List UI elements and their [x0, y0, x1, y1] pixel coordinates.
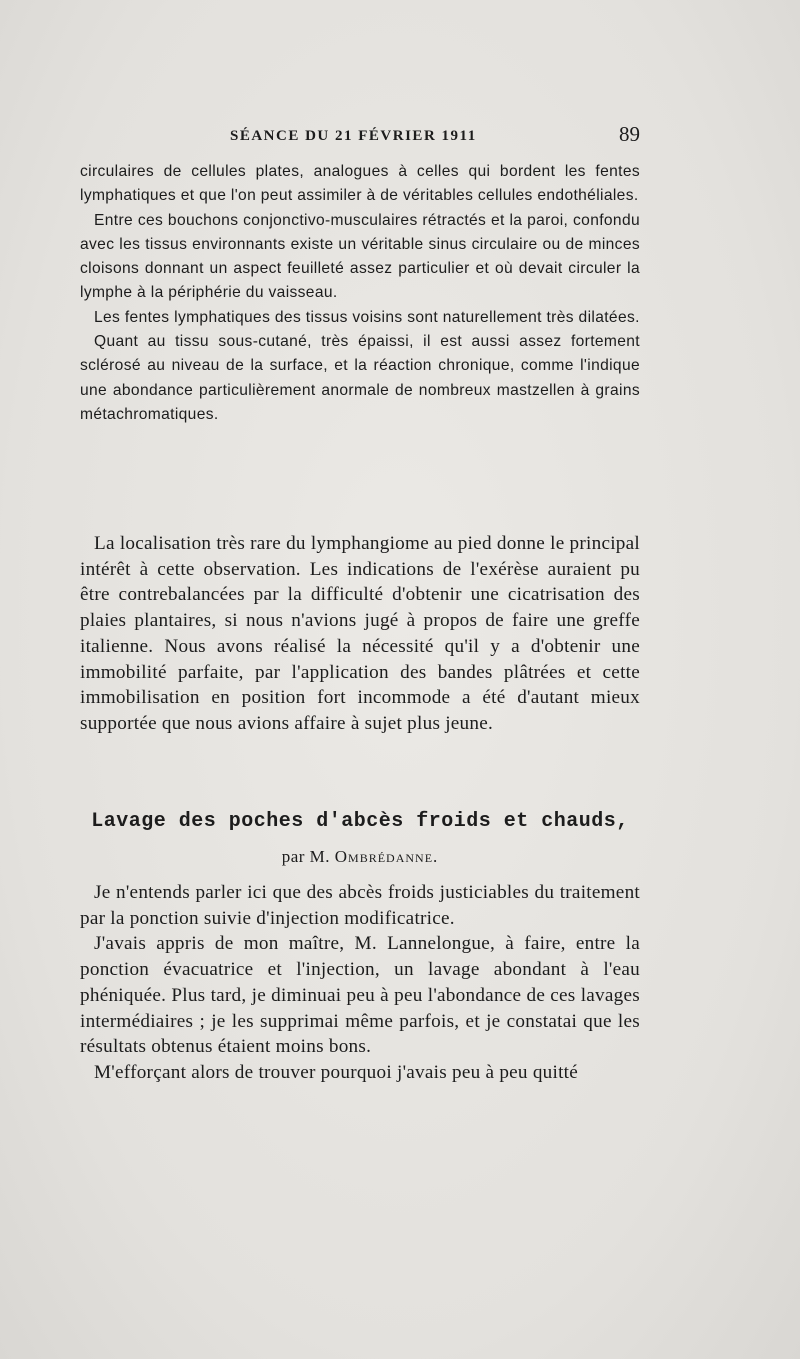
paragraph: Quant au tissu sous-cutané, très épaissi, il est aussi assez fortement sclérosé au niveau de la surface, et la réaction chronique, comme l'indique une abondance particulièrement anormale de nombreux mastzellen à grains métachromatiques.	[80, 333, 640, 423]
paragraph: Entre ces bouchons conjonctivo-musculaires rétractés et la paroi, confondu avec les tissus environnants existe un véritable sinus circulaire ou de minces cloisons donnant un aspect feuilleté assez particulier et où devait circuler la lymphe à la périphérie du vaisseau.	[80, 211, 640, 302]
paragraph: M'efforçant alors de trouver pourquoi j'avais peu à peu quitté	[94, 1061, 579, 1083]
paragraph: Les fentes lymphatiques des tissus voisins sont naturellement très dilatées.	[94, 308, 640, 326]
author-name: Ombrédanne.	[334, 847, 439, 866]
header-title: SÉANCE DU 21 FÉVRIER 1911	[230, 128, 477, 144]
paragraph: Je n'entends parler ici que des abcès froids justiciables du traitement par la ponction suivie d'injection modificatrice.	[80, 882, 640, 929]
section-text	[80, 880, 640, 1086]
page-number: 89	[619, 122, 640, 146]
conclusion-text	[80, 531, 640, 737]
running-head	[80, 122, 640, 152]
observation-text	[80, 160, 640, 427]
section-title: Lavage des poches d'abcès froids et chauds,	[91, 810, 629, 833]
author-line	[80, 847, 640, 867]
author-prefix: par M.	[281, 847, 331, 866]
paragraph: La localisation très rare du lymphangiome au pied donne le principal intérêt à cette observation. Les indications de l'exérèse auraient pu être contrebalancées par la difficulté d'obtenir une cicatrisation des plaies plantaires, si nous n'avions jugé à propos de faire une greffe italienne. Nous avons réalisé la nécessité qu'il y a d'obtenir une immobilité parfaite, par l'application des bandes plâtrées et cette immobilisation en position fort incommode a été d'autant mieux supportée que nous avions affaire à sujet plus jeune.	[80, 533, 640, 734]
paragraph: circulaires de cellules plates, analogues à celles qui bordent les fentes lymphatiques et que l'on peut assimiler à de véritables cellules endothéliales.	[80, 163, 640, 205]
paragraph: J'avais appris de mon maître, M. Lannelongue, à faire, entre la ponction évacuatrice et l'injection, un lavage abondant à l'eau phéniquée. Plus tard, je diminuai peu à peu l'abondance de ces lavages intermédiaires ; je les supprimai même parfois, et je constatai que les résultats obtenus étaient moins bons.	[80, 933, 640, 1058]
